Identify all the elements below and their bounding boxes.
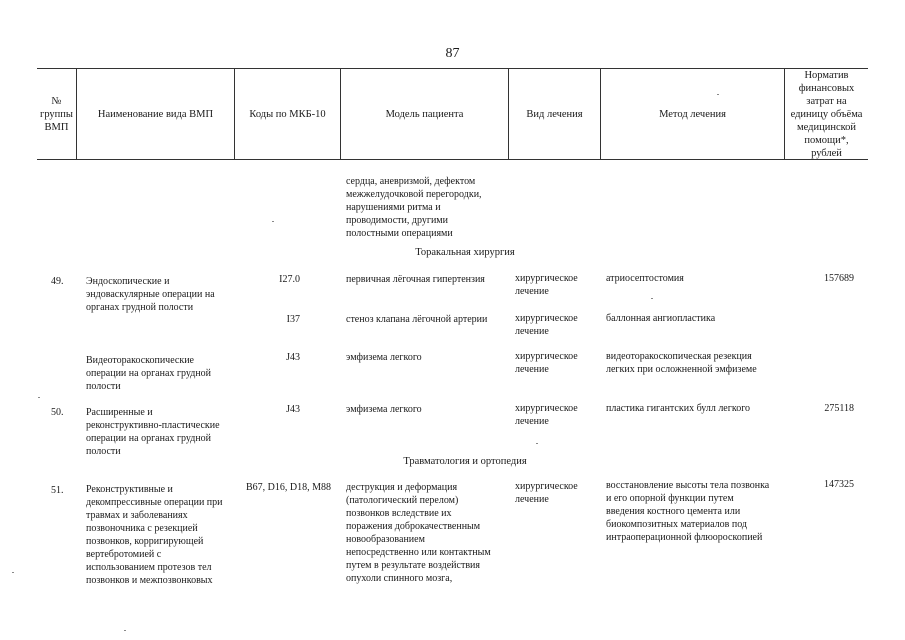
section-thoracic-surgery: Торакальная хирургия [415, 247, 515, 258]
row-49-icd-code: I27.0 [279, 274, 300, 285]
row-50-patient-model: эмфизема легкого [346, 404, 422, 415]
scan-speck [536, 443, 538, 444]
header-financial-norm: Норматив финансовых затрат на единицу объёма медицинской помощи*, рублей [790, 69, 863, 159]
continuation-patient-model: сердца, аневризмой, дефектом межжелудочковой перегородки, нарушениями ритма и проводимости, другими полостными операциями [346, 176, 482, 239]
header-patient-model: Модель пациента [385, 108, 464, 120]
header-treatment-type: Вид лечения [526, 108, 583, 120]
row-51-treatment-method: восстановление высоты тела позвонка и его опорной функции путем введения костного цемента или биокомпозитных материалов под интраоперационной флюороскопией [606, 480, 770, 543]
header-vmp-name: Наименование вида ВМП [97, 108, 214, 120]
row-50-number: 50. [51, 407, 64, 418]
row-51-number: 51. [51, 485, 64, 496]
row-51-vmp-name: Реконструктивные и декомпрессивные операции при травмах и заболеваниях позвоночника с резекцией позвонков, корригирующей вертебротомией с использованием протезов тел позвонков и межпозвонковых [86, 484, 223, 586]
scan-speck [651, 298, 653, 299]
scan-speck [12, 572, 14, 573]
row-51-financial-norm: 147325 [824, 479, 854, 490]
row-49b-icd-code: J43 [286, 352, 300, 363]
header-group-number: № группы ВМП [40, 95, 73, 133]
page-number: 87 [445, 46, 460, 61]
scan-speck [38, 397, 40, 398]
row-49-patient-model: первичная лёгочная гипертензия [346, 274, 485, 285]
scan-speck [717, 94, 719, 95]
row-49b-treatment-method: видеоторакоскопическая резекция легких при осложненной эмфиземе [606, 351, 757, 375]
row-49-patient-model-2: стеноз клапана лёгочной артерии [346, 314, 488, 325]
row-49-treatment-method: атриосептостомия [606, 273, 684, 284]
row-50-financial-norm: 275118 [824, 403, 854, 414]
row-50-treatment-method: пластика гигантских булл легкого [606, 403, 751, 414]
row-51-icd-codes: B67, D16, D18, M88 [246, 482, 332, 493]
header-icd-codes: Коды по МКБ-10 [249, 108, 326, 120]
scan-speck [272, 221, 274, 222]
row-49-treatment-type: хирургическое лечение [515, 273, 578, 297]
scan-speck [124, 630, 126, 631]
row-50-treatment-type: хирургическое лечение [515, 403, 578, 427]
row-51-patient-model: деструкция и деформация (патологический перелом) позвонков вследствие их поражения доброкачественным новообразованием непосредственно или контактным путем в результате воздействия опухоли спинного мозга, [346, 482, 491, 584]
row-49-number: 49. [51, 276, 64, 287]
row-49-treatment-method-2: баллонная ангиопластика [606, 313, 716, 324]
header-treatment-method: Метод лечения [659, 108, 726, 120]
row-51-treatment-type: хирургическое лечение [515, 481, 578, 505]
row-49-financial-norm: 157689 [824, 273, 854, 284]
row-49-treatment-type-2: хирургическое лечение [515, 313, 578, 337]
row-49b-patient-model: эмфизема легкого [346, 352, 422, 363]
row-49b-treatment-type: хирургическое лечение [515, 351, 578, 375]
row-50-icd-code: J43 [286, 404, 300, 415]
row-49-vmp-name: Эндоскопические и эндоваскулярные операции на органах грудной полости [86, 276, 215, 313]
row-49b-vmp-name: Видеоторакоскопические операции на органах грудной полости [86, 355, 212, 392]
row-49-icd-code-2: I37 [286, 314, 300, 325]
row-50-vmp-name: Расширенные и реконструктивно-пластические операции на органах грудной полости [86, 407, 220, 457]
section-traumatology-orthopedics: Травматология и ортопедия [403, 456, 527, 467]
